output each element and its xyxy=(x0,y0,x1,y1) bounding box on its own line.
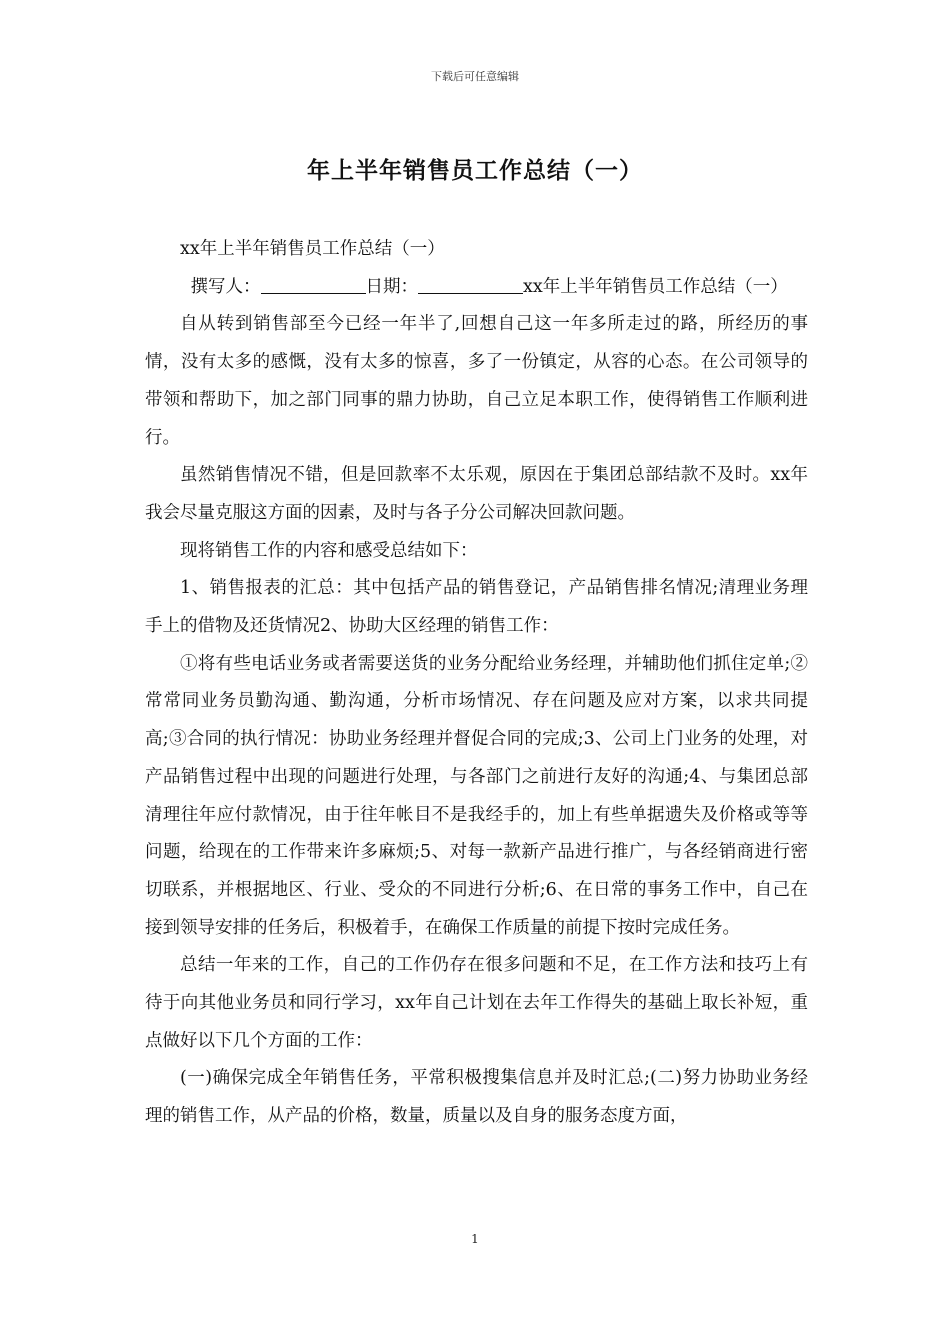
paragraph-conclusion: 总结一年来的工作，自己的工作仍存在很多问题和不足，在工作方法和技巧上有待于向其他业务员和同行学习，xx年自己计划在去年工作得失的基础上取长补短，重点做好以下几个方面的工作： xyxy=(145,955,808,1051)
paragraph-plan: (一)确保完成全年销售任务，平常积极搜集信息并及时汇总;(二)努力协助业务经理的销售工作，从产品的价格，数量，质量以及自身的服务态度方面， xyxy=(145,1068,808,1127)
paragraph-intro: 自从转到销售部至今已经一年半了,回想自己这一年多所走过的路，所经历的事情，没有太多的感慨，没有太多的惊喜，多了一份镇定，从容的心态。在公司领导的带领和帮助下，加之部门同事的鼎力协助，自己立足本职工作，使得销售工作顺利进行。 xyxy=(145,314,808,448)
author-date-line xyxy=(145,269,808,307)
page-number: 1 xyxy=(471,1232,479,1246)
date-label: 日期： xyxy=(365,276,418,297)
paragraph-item-1: 1、销售报表的汇总：其中包括产品的销售登记，产品销售排名情况;清理业务理手上的借物及还货情况2、协助大区经理的销售工作： xyxy=(145,578,808,637)
paragraph-payment: 虽然销售情况不错，但是回款率不太乐观，原因在于集团总部结款不及时。xx年我会尽量克服这方面的因素，及时与各子分公司解决回款问题。 xyxy=(145,465,808,523)
author-blank xyxy=(261,275,366,294)
document-body xyxy=(145,231,808,1136)
paragraph-subtitle: xx年上半年销售员工作总结（一） xyxy=(180,239,445,259)
document-title: 年上半年销售员工作总结（一） xyxy=(307,158,643,184)
paragraph-summary-lead: 现将销售工作的内容和感受总结如下： xyxy=(180,540,478,561)
page-header-note: 下载后可任意编辑 xyxy=(431,70,519,83)
date-blank xyxy=(418,275,523,294)
paragraph-item-2: ①将有些电话业务或者需要送货的业务分配给业务经理，并辅助他们抓住定单;②常常同业务员勤沟通、勤沟通，分析市场情况、存在问题及应对方案，以求共同提高;③合同的执行情况：协助业务经理并督促合同的完成;3、公司上门业务的处理，对产品销售过程中出现的问题进行处理，与各部门之前进行友好的沟通;4、与集团总部清理往年应付款情况，由于往年帐目不是我经手的，加上有些单据遗失及价格或等等问题，给现在的工作带来许多麻烦;5、对每一款新产品进行推广，与各经销商进行密切联系，并根据地区、行业、受众的不同进行分析;6、在日常的事务工作中，自己在接到领导安排的任务后，积极着手，在确保工作质量的前提下按时完成任务。 xyxy=(145,653,808,938)
author-label: 撰写人： xyxy=(190,276,261,297)
author-line-trailing-text: xx年上半年销售员工作总结（一） xyxy=(523,276,788,297)
